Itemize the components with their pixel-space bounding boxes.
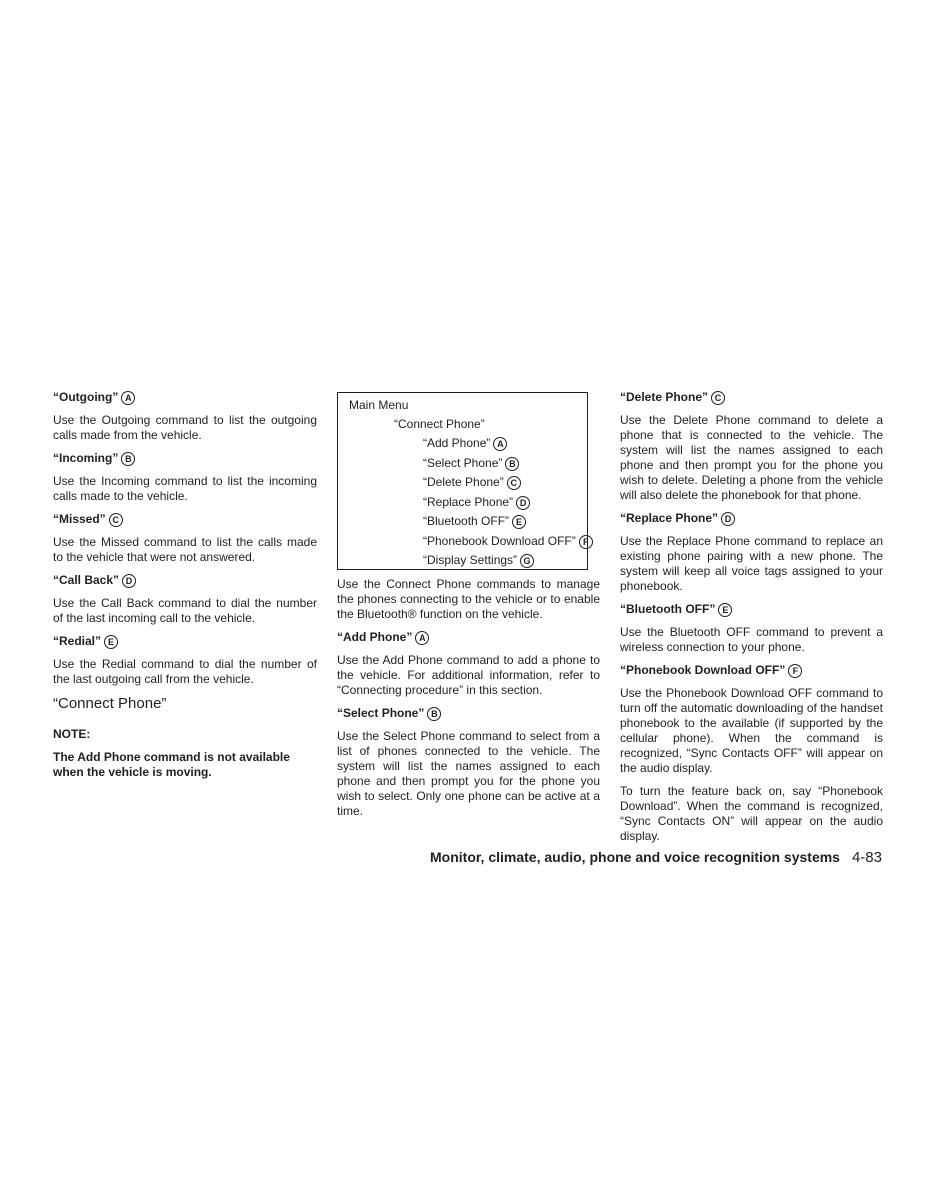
replace-phone-heading: “Replace Phone” D — [620, 511, 883, 526]
badge-e-icon: E — [512, 515, 526, 529]
menu-tree-box — [337, 392, 588, 570]
footer-section-title: Monitor, climate, audio, phone and voice recognition systems — [430, 849, 840, 865]
badge-e-icon: E — [104, 635, 118, 649]
badge-f-icon: F — [788, 664, 802, 678]
connect-phone-section-title: “Connect Phone” — [53, 695, 167, 712]
badge-a-icon: A — [493, 437, 507, 451]
connect-phone-intro: Use the Connect Phone commands to manage the phones connecting to the vehicle or to enable the Bluetooth® function on the vehicle. — [337, 577, 600, 621]
menu-item-replace-phone: “Replace Phone” D — [423, 495, 530, 510]
right-column — [620, 390, 883, 844]
badge-c-icon: C — [711, 391, 725, 405]
phonebook-download-on-text: To turn the feature back on, say “Phonebook Download”. When the command is recognized, “Sync Contacts ON” will appear on the audio display. — [620, 784, 883, 843]
menu-item-select-phone: “Select Phone” B — [423, 456, 519, 471]
call-back-heading: “Call Back” D — [53, 573, 317, 588]
menu-item-phonebook-download-off: “Phonebook Download OFF” F — [423, 534, 593, 549]
add-phone-text: Use the Add Phone command to add a phone to the vehicle. For additional information, refer to “Connecting procedure” in this section. — [337, 653, 600, 697]
menu-connect-phone: “Connect Phone” — [394, 417, 485, 431]
add-phone-heading: “Add Phone” A — [337, 630, 600, 645]
incoming-heading: “Incoming” B — [53, 451, 317, 466]
note-label: NOTE: — [53, 727, 91, 741]
missed-heading: “Missed” C — [53, 512, 317, 527]
phonebook-download-off-text: Use the Phonebook Download OFF command to turn off the automatic downloading of the handset phonebook to the available (if supported by the cellular phone). When the command is recognized, “Sync Contacts OFF” will appear on the audio display. — [620, 686, 883, 775]
menu-item-bluetooth-off: “Bluetooth OFF” E — [423, 514, 526, 529]
phonebook-download-off-heading: “Phonebook Download OFF” F — [620, 663, 883, 678]
badge-a-icon: A — [121, 391, 135, 405]
badge-b-icon: B — [427, 707, 441, 721]
outgoing-heading: “Outgoing” A — [53, 390, 317, 405]
middle-column — [337, 577, 600, 819]
badge-b-icon: B — [121, 452, 135, 466]
menu-item-delete-phone: “Delete Phone” C — [423, 475, 521, 490]
page-footer — [430, 849, 882, 866]
left-column — [53, 390, 317, 780]
incoming-text: Use the Incoming command to list the incoming calls made to the vehicle. — [53, 474, 317, 503]
badge-a-icon: A — [415, 631, 429, 645]
badge-e-icon: E — [718, 603, 732, 617]
menu-item-add-phone: “Add Phone” A — [423, 436, 507, 451]
page-number: 4-83 — [851, 849, 882, 866]
badge-b-icon: B — [505, 457, 519, 471]
note-text: The Add Phone command is not available when the vehicle is moving. — [53, 750, 290, 779]
missed-text: Use the Missed command to list the calls made to the vehicle that were not answered. — [53, 535, 317, 564]
delete-phone-heading: “Delete Phone” C — [620, 390, 883, 405]
redial-text: Use the Redial command to dial the number of the last outgoing call from the vehicle. — [53, 657, 317, 686]
bluetooth-off-text: Use the Bluetooth OFF command to prevent a wireless connection to your phone. — [620, 625, 883, 654]
delete-phone-text: Use the Delete Phone command to delete a phone that is connected to the vehicle. The system will list the names assigned to each phone and then prompt you for the phone you wish to delete. Deleting a phone from the vehicle will also delete the phonebook for that phone. — [620, 413, 883, 502]
badge-d-icon: D — [122, 574, 136, 588]
call-back-text: Use the Call Back command to dial the number of the last incoming call to the vehicle. — [53, 596, 317, 625]
badge-c-icon: C — [109, 513, 123, 527]
replace-phone-text: Use the Replace Phone command to replace an existing phone pairing with a new phone. The system will keep all voice tags assigned to your phonebook. — [620, 534, 883, 593]
menu-root: Main Menu — [349, 398, 409, 412]
redial-heading: “Redial” E — [53, 634, 317, 649]
select-phone-text: Use the Select Phone command to select from a list of phones connected to the vehicle. The system will list the names assigned to each phone and then prompt you for the phone you wish to select. Only one phone can be active at a time. — [337, 729, 600, 818]
badge-c-icon: C — [507, 476, 521, 490]
menu-item-display-settings: “Display Settings” G — [423, 553, 534, 568]
badge-d-icon: D — [516, 496, 530, 510]
badge-d-icon: D — [721, 512, 735, 526]
badge-f-icon: F — [579, 535, 593, 549]
badge-g-icon: G — [520, 554, 534, 568]
outgoing-text: Use the Outgoing command to list the outgoing calls made from the vehicle. — [53, 413, 317, 442]
bluetooth-off-heading: “Bluetooth OFF” E — [620, 602, 883, 617]
select-phone-heading: “Select Phone” B — [337, 706, 600, 721]
